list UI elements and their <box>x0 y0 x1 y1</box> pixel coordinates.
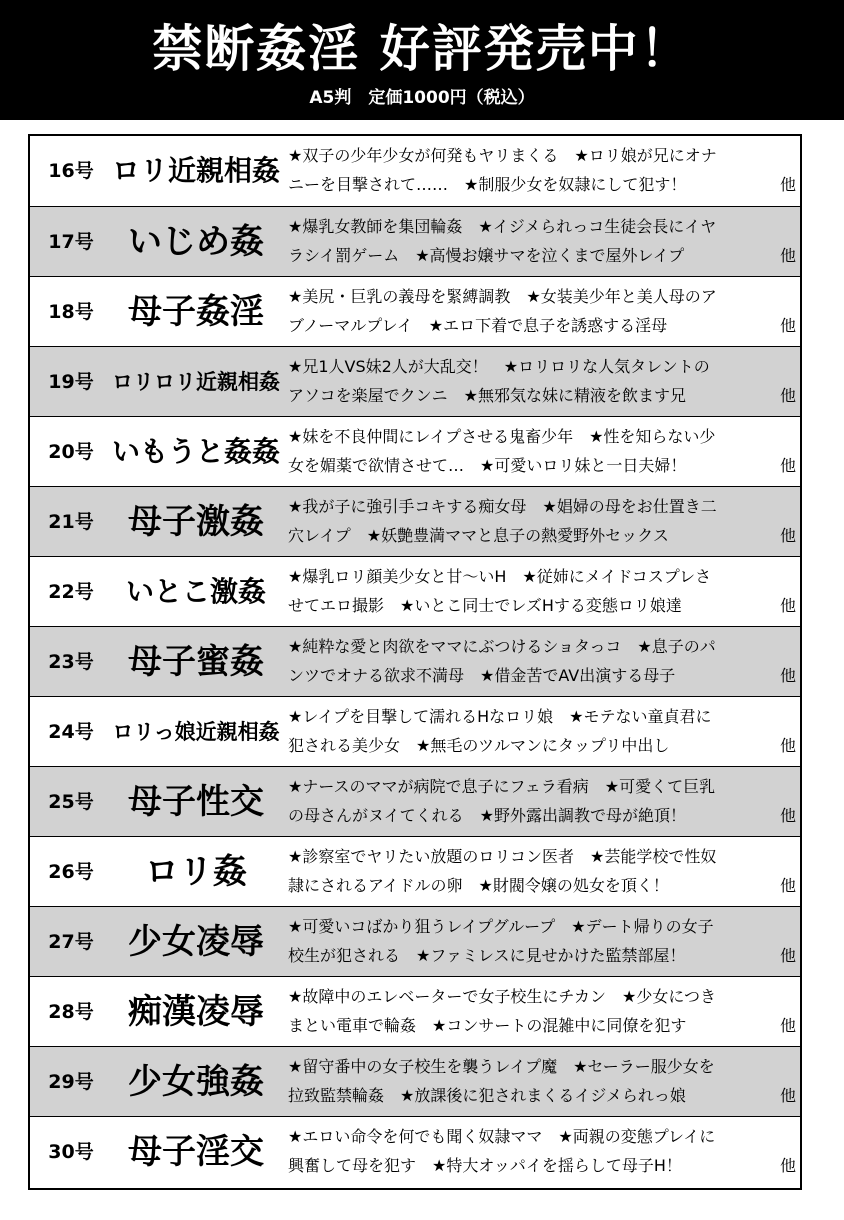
issue-row-24 <box>30 696 800 766</box>
issue-description <box>288 982 796 1044</box>
issue-row-22 <box>30 556 800 626</box>
etc-label: 他 <box>779 1156 796 1175</box>
issue-number: 30号 <box>48 1141 94 1163</box>
issue-number: 29号 <box>48 1071 94 1093</box>
issue-row-23 <box>30 626 800 696</box>
description-line-1: ★爆乳ロリ顔美少女と甘〜いH ★従姉にメイドコスプレさ <box>288 567 712 586</box>
issue-row-17 <box>30 206 800 276</box>
issue-row-18 <box>30 276 800 346</box>
issue-title: 母子性交 <box>128 782 264 822</box>
issue-number: 18号 <box>48 301 94 323</box>
etc-label: 他 <box>779 596 796 615</box>
etc-label: 他 <box>779 806 796 825</box>
etc-label: 他 <box>779 456 796 475</box>
issue-number: 26号 <box>48 861 94 883</box>
etc-label: 他 <box>779 1016 796 1035</box>
description-line-2: 隷にされるアイドルの卵 ★財閥令嬢の処女を頂く！ <box>288 876 669 895</box>
issue-title: 少女凌辱 <box>128 922 264 962</box>
description-line-1: ★双子の少年少女が何発もヤリまくる ★ロリ娘が兄にオナ <box>288 146 717 165</box>
description-line-1: ★留守番中の女子校生を襲うレイプ魔 ★セーラー服少女を <box>288 1057 715 1076</box>
etc-label: 他 <box>779 1086 796 1105</box>
issue-title: いもうと姦姦 <box>111 435 280 468</box>
header-banner <box>0 0 844 120</box>
etc-label: 他 <box>779 175 796 194</box>
issue-row-19 <box>30 346 800 416</box>
issue-title: 母子激姦 <box>128 502 264 542</box>
etc-label: 他 <box>779 316 796 335</box>
description-line-2: 校生が犯される ★ファミレスに見せかけた監禁部屋！ <box>288 946 686 965</box>
description-line-2: アソコを楽屋でクンニ ★無邪気な妹に精液を飲ます兄 <box>288 386 687 405</box>
issue-number: 25号 <box>48 791 94 813</box>
issue-number: 16号 <box>48 160 94 182</box>
issue-description <box>288 1052 796 1114</box>
issue-description <box>288 772 796 834</box>
issue-row-16 <box>30 136 800 206</box>
description-line-2: 犯される美少女 ★無毛のツルマンにタップリ中出し <box>288 736 670 755</box>
issue-title: ロリ近親相姦 <box>111 154 280 187</box>
issue-description <box>288 352 796 414</box>
etc-label: 他 <box>779 736 796 755</box>
description-line-2: 女を媚薬で欲情させて… ★可愛いロリ妹と一日夫婦！ <box>288 456 687 475</box>
description-line-1: ★爆乳女教師を集団輪姦 ★イジメられっコ生徒会長にイヤ <box>288 217 717 236</box>
price-info: A5判 定価1000円（税込） <box>309 88 535 108</box>
issue-description <box>288 632 796 694</box>
etc-label: 他 <box>779 386 796 405</box>
issue-title: ロリ姦 <box>145 852 247 892</box>
issue-title: ロリっ娘近親相姦 <box>112 720 280 744</box>
description-line-2: 穴レイプ ★妖艶豊満ママと息子の熱愛野外セックス <box>288 526 669 545</box>
issue-title: 少女強姦 <box>128 1062 264 1102</box>
description-line-1: ★診察室でヤリたい放題のロリコン医者 ★芸能学校で性奴 <box>288 847 717 866</box>
issue-row-20 <box>30 416 800 486</box>
etc-label: 他 <box>779 246 796 265</box>
description-line-1: ★純粋な愛と肉欲をママにぶつけるショタっコ ★息子のパ <box>288 637 716 656</box>
etc-label: 他 <box>779 946 796 965</box>
etc-label: 他 <box>779 876 796 895</box>
issue-title: 母子蜜姦 <box>128 642 264 682</box>
issue-title: いとこ激姦 <box>125 575 266 608</box>
issue-title: 痴漢凌辱 <box>128 992 264 1032</box>
description-line-1: ★故障中のエレベーターで女子校生にチカン ★少女につき <box>288 987 717 1006</box>
description-line-2: まとい電車で輪姦 ★コンサートの混雑中に同僚を犯す <box>288 1016 687 1035</box>
issue-row-30 <box>30 1116 800 1186</box>
issue-description <box>288 842 796 904</box>
issue-number: 23号 <box>48 651 94 673</box>
issue-description <box>288 1122 796 1184</box>
issue-row-25 <box>30 766 800 836</box>
description-line-1: ★妹を不良仲間にレイプさせる鬼畜少年 ★性を知らない少 <box>288 427 716 446</box>
issue-description <box>288 492 796 554</box>
issue-row-27 <box>30 906 800 976</box>
issue-number: 27号 <box>48 931 94 953</box>
description-line-1: ★美尻・巨乳の義母を緊縛調教 ★女装美少年と美人母のア <box>288 287 717 306</box>
issue-row-26 <box>30 836 800 906</box>
issue-number: 22号 <box>48 581 94 603</box>
description-line-2: ブノーマルプレイ ★エロ下着で息子を誘惑する淫母 <box>288 316 668 335</box>
issue-description <box>288 422 796 484</box>
description-line-1: ★我が子に強引手コキする痴女母 ★娼婦の母をお仕置き二 <box>288 497 717 516</box>
description-line-1: ★エロい命令を何でも聞く奴隷ママ ★両親の変態プレイに <box>288 1127 716 1146</box>
description-line-2: の母さんがヌイてくれる ★野外露出調教で母が絶頂！ <box>288 806 687 825</box>
issue-number: 20号 <box>48 441 94 463</box>
etc-label: 他 <box>779 526 796 545</box>
issue-row-29 <box>30 1046 800 1116</box>
description-line-1: ★可愛いコばかり狙うレイプグループ ★デート帰りの女子 <box>288 917 714 936</box>
issue-list <box>28 134 802 1190</box>
issue-number: 28号 <box>48 1001 94 1023</box>
description-line-2: ンツでオナる欲求不満母 ★借金苦でAV出演する母子 <box>288 666 676 685</box>
issue-title: 母子淫交 <box>128 1132 264 1172</box>
description-line-2: 拉致監禁輪姦 ★放課後に犯されまくるイジメられっ娘 <box>288 1086 686 1105</box>
issue-description <box>288 212 796 274</box>
issue-description <box>288 141 796 203</box>
description-line-1: ★レイプを目撃して濡れるHなロリ娘 ★モテない童貞君に <box>288 707 712 726</box>
issue-title: いじめ姦 <box>128 222 264 262</box>
issue-title: 母子姦淫 <box>128 292 264 332</box>
description-line-2: 興奮して母を犯す ★特大オッパイを揺らして母子H！ <box>288 1156 682 1175</box>
issue-number: 24号 <box>48 721 94 743</box>
issue-row-28 <box>30 976 800 1046</box>
issue-description <box>288 562 796 624</box>
issue-title: ロリロリ近親相姦 <box>112 370 280 394</box>
issue-row-21 <box>30 486 800 556</box>
description-line-2: せてエロ撮影 ★いとこ同士でレズHする変態ロリ娘達 <box>288 596 682 615</box>
issue-description <box>288 912 796 974</box>
description-line-2: ニーを目撃されて…… ★制服少女を奴隷にして犯す！ <box>288 175 687 194</box>
description-line-1: ★兄1人VS妹2人が大乱交！ ★ロリロリな人気タレントの <box>288 357 710 376</box>
issue-number: 21号 <box>48 511 94 533</box>
page-title: 禁断姦淫 好評発売中！ <box>152 20 692 78</box>
issue-description <box>288 282 796 344</box>
description-line-1: ★ナースのママが病院で息子にフェラ看病 ★可愛くて巨乳 <box>288 777 716 796</box>
issue-description <box>288 702 796 764</box>
issue-number: 19号 <box>48 371 94 393</box>
etc-label: 他 <box>779 666 796 685</box>
issue-number: 17号 <box>48 231 94 253</box>
description-line-2: ラシイ罰ゲーム ★高慢お嬢サマを泣くまで屋外レイプ <box>288 246 685 265</box>
